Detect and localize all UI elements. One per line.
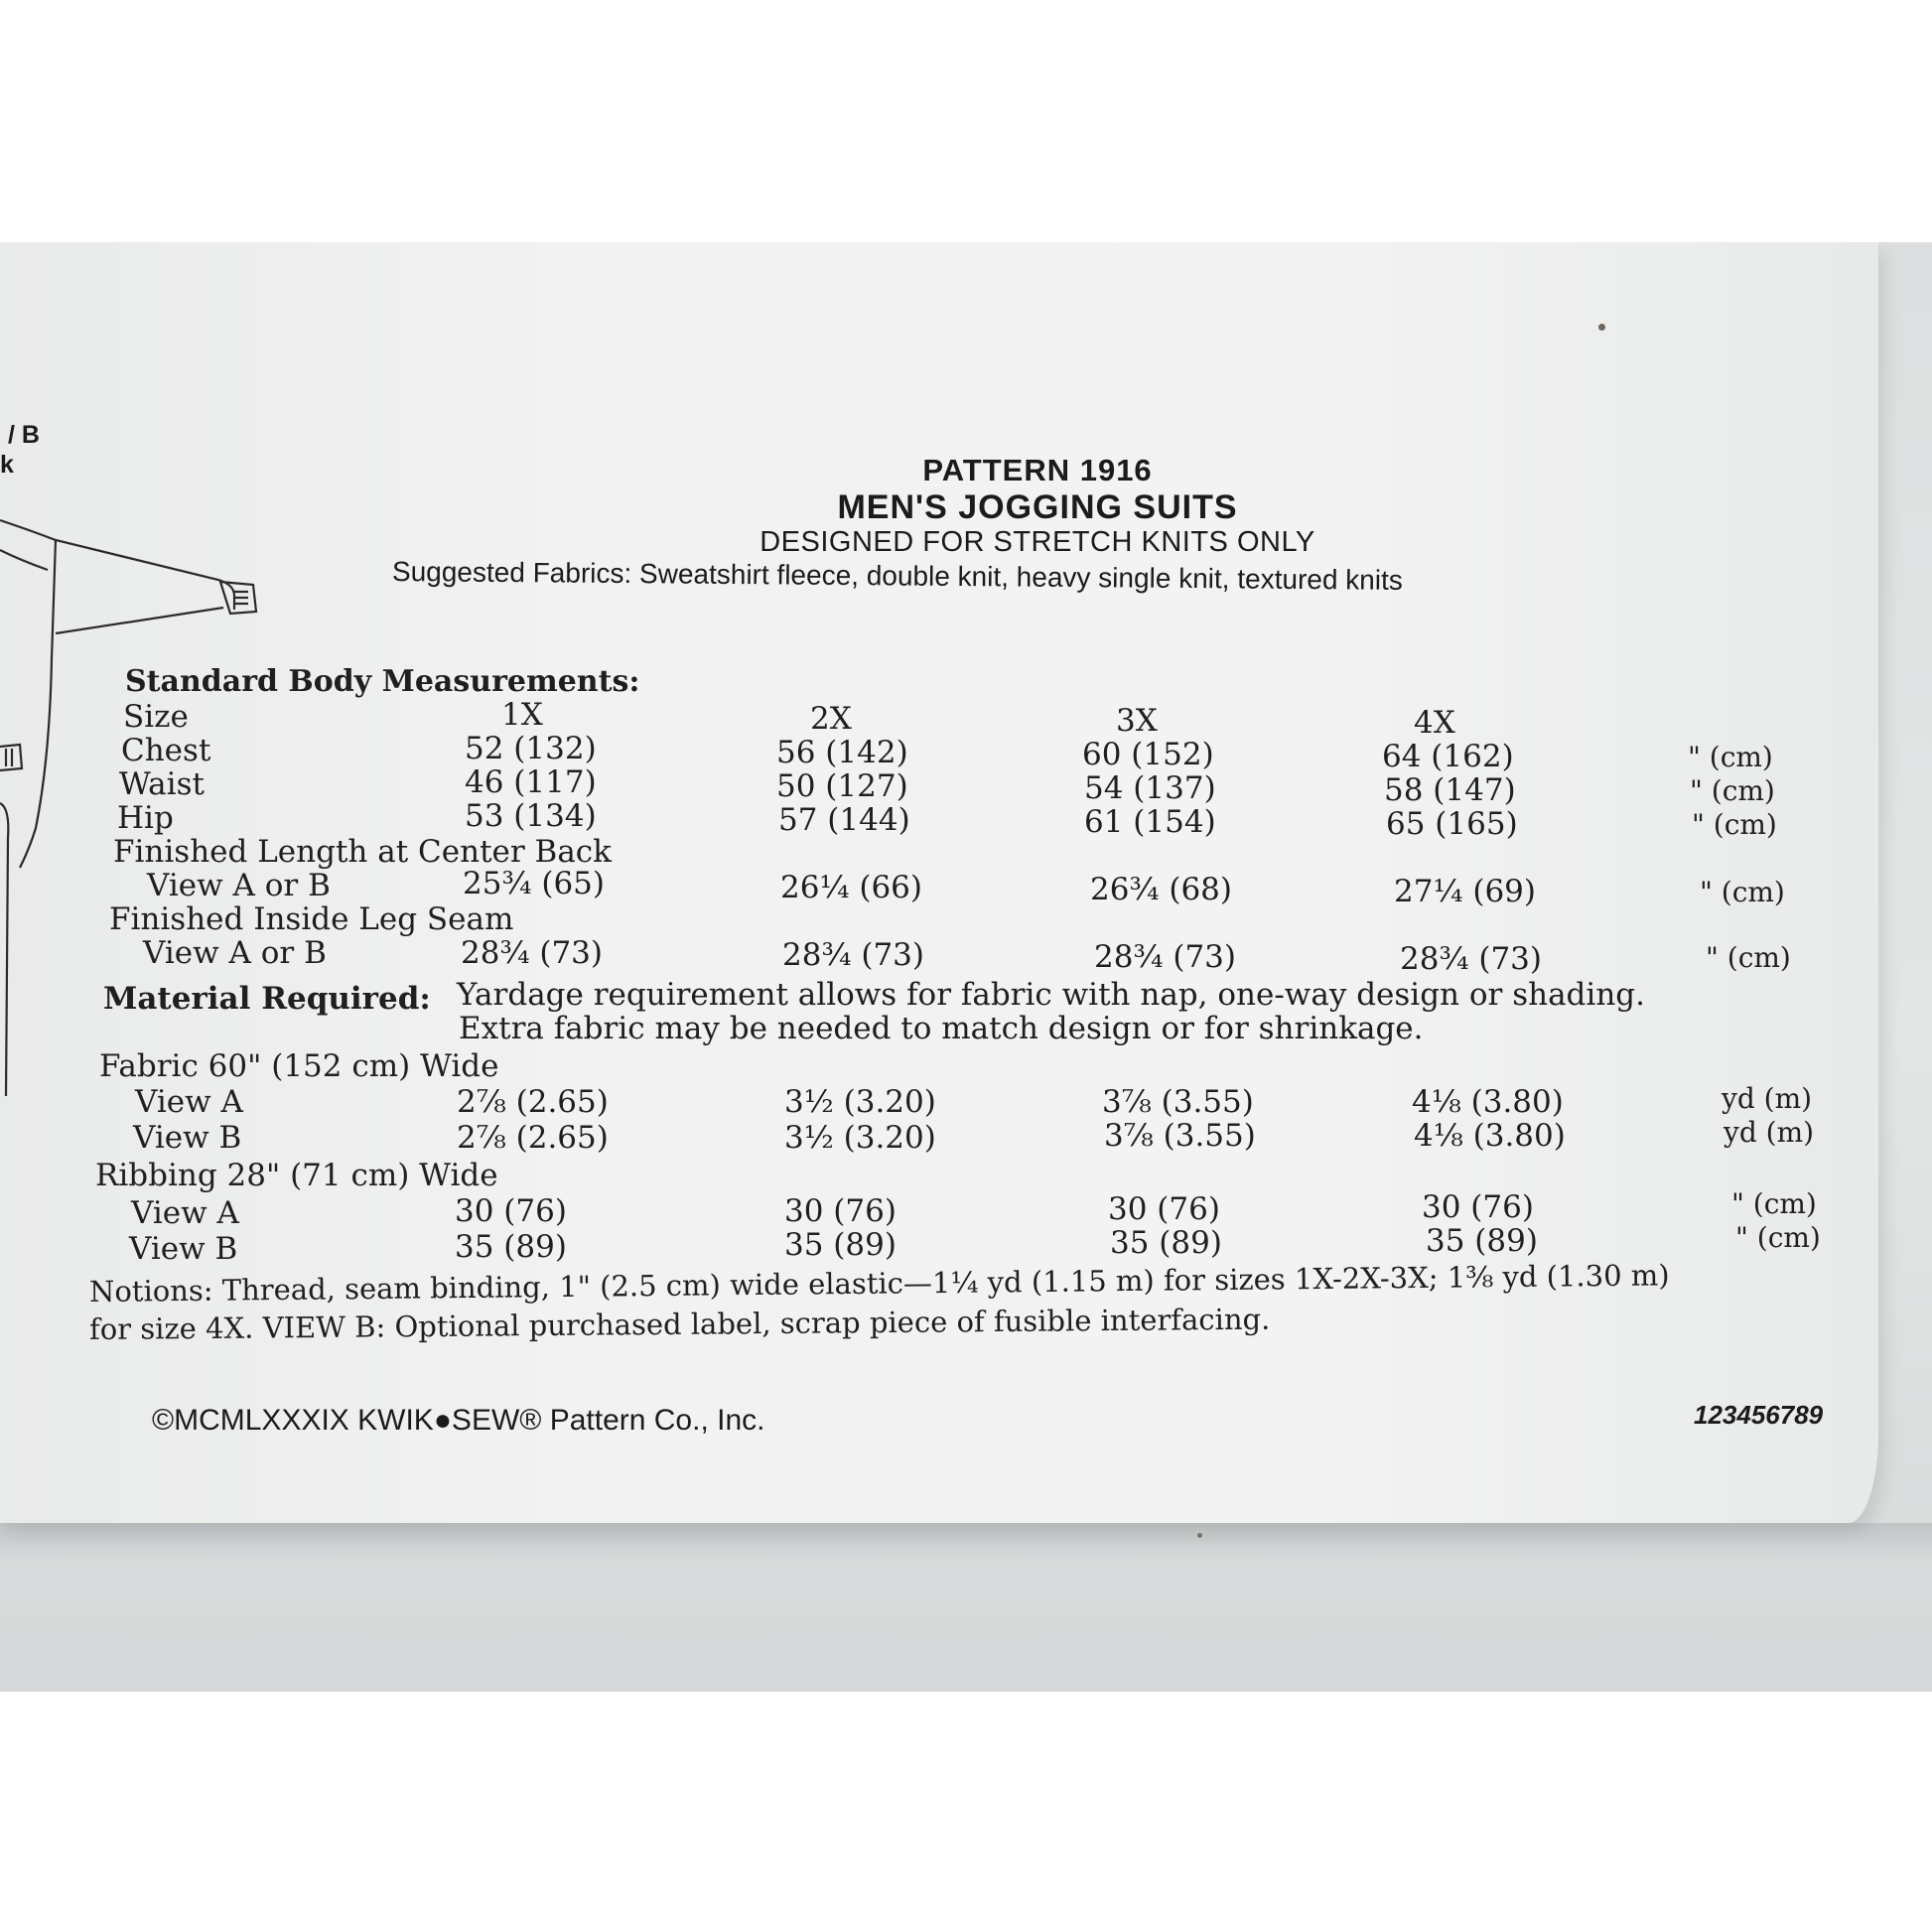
ribbing-a-value: 30 (76) (784, 1193, 897, 1229)
leg-heading: Finished Inside Leg Seam (109, 901, 514, 937)
fabric-view-a-label: View A (135, 1084, 243, 1120)
pattern-number: PATTERN 1916 (922, 453, 1153, 487)
length-unit: " (cm) (1700, 876, 1785, 908)
ribbing-b-unit: " (cm) (1735, 1221, 1821, 1254)
ribbing-b-value: 35 (89) (784, 1227, 897, 1263)
chest-label: Chest (121, 733, 211, 768)
leg-value: 28¾ (73) (461, 935, 603, 971)
fabric-heading: Fabric 60" (152 cm) Wide (99, 1048, 499, 1084)
size-header: 4X (1414, 705, 1455, 741)
size-label: Size (123, 699, 189, 735)
waist-value: 54 (137) (1084, 770, 1216, 806)
sheet-shadow (0, 1523, 1932, 1563)
ribbing-a-unit: " (cm) (1731, 1187, 1817, 1220)
fabric-a-value: 3⅞ (3.55) (1102, 1084, 1254, 1120)
leg-value: 28¾ (73) (782, 937, 924, 973)
length-value: 26¼ (66) (780, 870, 922, 905)
suggested-fabrics: Suggested Fabrics: Sweatshirt fleece, double knit, heavy single knit, textured knits (391, 556, 1403, 596)
ribbing-b-value: 35 (89) (455, 1229, 567, 1265)
hip-value: 65 (165) (1386, 806, 1518, 842)
ribbing-b-value: 35 (89) (1110, 1225, 1222, 1261)
ribbing-a-value: 30 (76) (1422, 1189, 1534, 1225)
size-header: 2X (810, 701, 852, 737)
fabric-b-value: 3½ (3.20) (784, 1120, 936, 1156)
fabric-a-value: 4⅛ (3.80) (1412, 1084, 1564, 1120)
ribbing-view-b-label: View B (129, 1231, 238, 1267)
ribbing-b-value: 35 (89) (1426, 1223, 1538, 1259)
material-note-line1: Yardage requirement allows for fabric with nap, one-way design or shading. (457, 977, 1645, 1013)
waist-value: 46 (117) (465, 764, 597, 800)
length-value: 27¼ (69) (1394, 874, 1536, 909)
waist-value: 50 (127) (776, 768, 908, 804)
length-heading: Finished Length at Center Back (113, 834, 612, 870)
fabric-b-value: 3⅞ (3.55) (1104, 1118, 1256, 1154)
material-note-line2: Extra fabric may be needed to match design or for shrinkage. (459, 1011, 1424, 1046)
notions-line2: for size 4X. VIEW B: Optional purchased label, scrap piece of fusible interfacing. (88, 1302, 1271, 1346)
hip-value: 53 (134) (465, 798, 597, 834)
fabric-a-value: 2⅞ (2.65) (457, 1084, 609, 1120)
copyright-line: ©MCMLXXXIX KWIK●SEW® Pattern Co., Inc. (152, 1404, 765, 1437)
leg-value: 28¾ (73) (1094, 939, 1236, 975)
pattern-title: MEN'S JOGGING SUITS (837, 488, 1238, 526)
size-header: 3X (1116, 703, 1158, 739)
chest-value: 56 (142) (776, 735, 908, 770)
chest-unit: " (cm) (1688, 741, 1773, 773)
sketch-label-top: / B (8, 421, 40, 449)
measurements-heading: Standard Body Measurements: (125, 664, 640, 699)
fabric-view-b-label: View B (133, 1120, 242, 1156)
leg-unit: " (cm) (1706, 941, 1791, 974)
fabric-a-unit: yd (m) (1722, 1082, 1813, 1115)
length-value: 25¾ (65) (463, 866, 605, 901)
ribbing-view-a-label: View A (131, 1195, 239, 1231)
leg-value: 28¾ (73) (1400, 941, 1542, 977)
waist-value: 58 (147) (1384, 772, 1516, 808)
fabric-b-value: 2⅞ (2.65) (457, 1120, 609, 1156)
hip-value: 61 (154) (1084, 804, 1216, 840)
hip-value: 57 (144) (778, 802, 910, 838)
fabric-b-value: 4⅛ (3.80) (1414, 1118, 1566, 1154)
fabric-b-unit: yd (m) (1724, 1116, 1815, 1149)
leg-view-label: View A or B (143, 935, 327, 971)
fabric-a-value: 3½ (3.20) (784, 1084, 936, 1120)
ribbing-a-value: 30 (76) (1108, 1191, 1220, 1227)
length-value: 26¾ (68) (1090, 872, 1232, 907)
hip-label: Hip (117, 800, 174, 836)
waist-label: Waist (119, 766, 205, 802)
paper-speck (1598, 324, 1605, 331)
hip-unit: " (cm) (1692, 808, 1777, 841)
waist-unit: " (cm) (1690, 774, 1775, 807)
chest-value: 64 (162) (1382, 739, 1514, 774)
size-code: 123456789 (1694, 1400, 1824, 1430)
designed-for-note: DESIGNED FOR STRETCH KNITS ONLY (759, 526, 1315, 558)
chest-value: 60 (152) (1082, 737, 1214, 772)
ribbing-heading: Ribbing 28" (71 cm) Wide (95, 1158, 498, 1193)
pattern-envelope-back (0, 242, 1878, 1523)
sketch-label-bottom: k (0, 451, 14, 479)
length-view-label: View A or B (147, 868, 331, 903)
material-heading: Material Required: (103, 981, 431, 1017)
chest-value: 52 (132) (465, 731, 597, 766)
ribbing-a-value: 30 (76) (455, 1193, 567, 1229)
size-header: 1X (501, 697, 543, 733)
photo-background (0, 242, 1932, 1692)
notions-line1: Notions: Thread, seam binding, 1" (2.5 cm) wide elastic—1¼ yd (1.15 m) for sizes 1X-2X-3X; 1⅜ yd (1.30 m) (88, 1258, 1670, 1309)
